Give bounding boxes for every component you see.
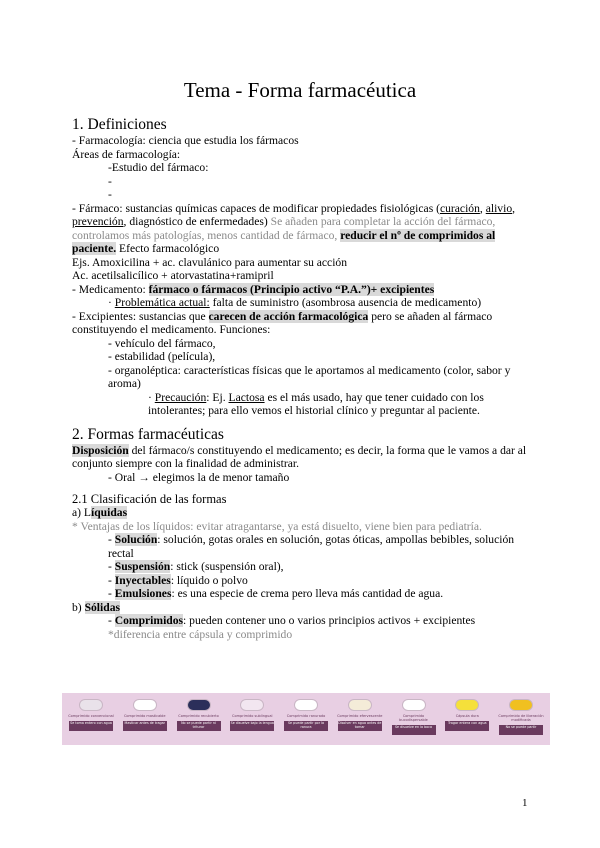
- tablet-type-item: [66, 693, 116, 745]
- text-run: : Ej.: [206, 390, 229, 404]
- tablet-type-item: [496, 693, 546, 745]
- tablet-type-description: Tragar entera con agua: [445, 721, 489, 731]
- tablet-type-label: Comprimido de liberación modificada: [498, 714, 544, 722]
- list-item: - estabilidad (película),: [108, 350, 216, 363]
- text-run: -: [108, 573, 115, 587]
- text-run: falta de suministro (asombrosa ausencia de medicamento): [209, 296, 482, 309]
- paragraph-problematica: [72, 296, 532, 310]
- list-item: -: [108, 174, 112, 188]
- tablet-type-item: [227, 693, 277, 745]
- tablet-type-description: Se disuelve en la boca: [392, 725, 436, 735]
- list-item-emulsiones: [72, 587, 532, 601]
- text-run: - Excipientes: sustancias que: [72, 309, 209, 323]
- paragraph: Áreas de farmacología:: [72, 147, 181, 161]
- category-heading-liquidas: [72, 506, 532, 520]
- tablet-type-item: [120, 693, 170, 745]
- tablet-type-description: Se disuelve bajo la lengua: [230, 721, 274, 731]
- text-run: , diagnóstico de enfermedades): [123, 215, 268, 228]
- underlined-term: Lactosa: [228, 390, 265, 404]
- paragraph-medicamento: [72, 283, 532, 297]
- tablet-icon: [509, 699, 533, 711]
- list-item-suspension: [72, 560, 532, 574]
- highlighted-text: Sólidas: [84, 600, 121, 614]
- text-run: ·: [148, 390, 155, 404]
- tablet-icon: [402, 699, 426, 711]
- text-run: : líquido o polvo: [170, 573, 248, 587]
- text-run: : solución, gotas orales en solución, gotas óticas, ampollas bebibles, solución rectal: [108, 533, 515, 560]
- tablet-type-description: Masticar antes de tragar: [123, 721, 167, 731]
- tablet-type-label: Comprimido efervescente: [337, 714, 383, 718]
- highlighted-text: Comprimidos: [114, 614, 184, 627]
- text-run: - Medicamento:: [72, 282, 149, 296]
- tablet-type-item: [389, 693, 439, 745]
- highlighted-text: fármaco o fármacos (Principio activo “P.A.”)+ excipientes: [148, 282, 435, 296]
- text-run: es el más usado, hay que tener cuidado con los intolerantes; para ello vemos el historial clínico y preguntar al paciente.: [148, 390, 484, 417]
- tablet-type-description: No se puede partir ni triturar: [177, 721, 221, 731]
- text-run: ·: [108, 296, 115, 309]
- highlighted-text: carecen de acción farmacológica: [208, 309, 369, 323]
- tablet-type-item: [281, 693, 331, 745]
- underlined-term: prevención: [72, 215, 124, 228]
- underlined-term: curación: [439, 201, 480, 215]
- text-run: pero se añaden al fármaco constituyendo el medicamento. Funciones:: [72, 309, 493, 336]
- tablet-type-label: Comprimido ranurado: [286, 714, 326, 718]
- text-run: del fármaco/s constituyendo el medicamento; es decir, la forma que le vamos a dar al conjunto siempre con la finalidad de administrar.: [72, 443, 527, 470]
- tablet-type-label: Comprimido sublingual: [232, 714, 273, 718]
- tablet-icon: [455, 699, 479, 711]
- text-run: -: [108, 614, 115, 627]
- section-heading-formas: 2. Formas farmacéuticas: [72, 425, 224, 443]
- grey-note: *diferencia entre cápsula y comprimido: [108, 627, 293, 641]
- list-item-inyectables: [72, 574, 532, 588]
- tablet-icon: [187, 699, 211, 711]
- paragraph-farmaco: [72, 202, 532, 256]
- section-heading-definiciones: 1. Definiciones: [72, 116, 167, 133]
- paragraph: Ejs. Amoxicilina + ac. clavulánico para aumentar su acción: [72, 255, 348, 269]
- text-run: -: [108, 587, 115, 600]
- document-body: [72, 116, 532, 641]
- tablet-icon: [79, 699, 103, 711]
- paragraph: - Farmacología: ciencia que estudia los fármacos: [72, 134, 299, 147]
- tablet-type-item: [442, 693, 492, 745]
- page-title: Tema - Forma farmacéutica: [183, 78, 417, 102]
- tablet-type-label: Comprimido bucodispersable: [399, 714, 428, 722]
- text-run: b): [72, 600, 85, 614]
- tablet-type-label: Comprimido recubierto: [178, 714, 219, 718]
- category-heading-solidas: [72, 601, 532, 615]
- text-run: : stick (suspensión oral),: [170, 560, 284, 573]
- text-run: -: [108, 560, 115, 573]
- tablet-type-label: Comprimido masticable: [123, 714, 166, 718]
- grey-note: Se añaden para completar la acción del fármaco, controlamos más patologías, menos cantidad de fármaco,: [72, 215, 496, 242]
- tablet-type-item: [174, 693, 224, 745]
- highlighted-text: Suspensión: [114, 560, 171, 573]
- tablet-icon: [348, 699, 372, 711]
- highlighted-text: Inyectables: [114, 573, 171, 587]
- text-run: ,: [479, 201, 483, 215]
- list-item: - organoléptica: características físicas que le aportamos al medicamento (color, sabor y aroma): [108, 363, 511, 390]
- paragraph: Ac. acetilsalicílico + atorvastatina+ramipril: [72, 269, 274, 282]
- tablet-type-description: Disolver en agua antes de tomar: [338, 721, 382, 729]
- highlighted-text: Solución: [114, 533, 158, 546]
- paragraph-precaucion: [72, 391, 532, 418]
- list-item: - vehículo del fármaco,: [108, 336, 216, 350]
- tablet-icon: [133, 699, 157, 711]
- underlined-term: Problemática actual:: [114, 296, 210, 309]
- tablet-types-image-strip: [62, 693, 550, 745]
- page-number: 1: [522, 797, 528, 809]
- list-item: -: [108, 188, 112, 201]
- tablet-type-description: Se toma entero con agua: [69, 721, 113, 731]
- text-run: : es una especie de crema pero lleva más cantidad de agua.: [171, 587, 444, 600]
- text-run: a) L: [72, 506, 91, 519]
- text-run: : pueden contener uno o varios principios activos + excipientes: [183, 614, 476, 627]
- tablet-icon: [294, 699, 318, 711]
- list-item-solucion: [72, 533, 532, 560]
- grey-note: * Ventajas de los líquidos: evitar atragantarse, ya está disuelto, viene bien para pediatría.: [72, 519, 482, 533]
- underlined-term: alivio: [485, 201, 513, 215]
- text-run: ,: [512, 201, 516, 215]
- tablet-type-label: Cápsula dura: [455, 714, 479, 718]
- highlighted-text: Emulsiones: [114, 587, 172, 600]
- highlighted-text: íquidas: [91, 506, 128, 519]
- underlined-term: Precaución: [154, 390, 207, 404]
- paragraph-disposicion: [72, 444, 532, 471]
- list-item: -Estudio del fármaco:: [108, 161, 209, 174]
- list-item-comprimidos: [72, 614, 532, 628]
- subsection-heading: 2.1 Clasificación de las formas: [72, 492, 227, 506]
- tablet-type-item: [335, 693, 385, 745]
- highlighted-text: reducir el nº de comprimidos al paciente.: [72, 228, 496, 255]
- tablet-type-label: Comprimido convencional: [68, 714, 114, 718]
- text-run: - Fármaco: sustancias químicas capaces de modificar propiedades fisiológicas (: [72, 201, 440, 215]
- tablet-type-description: Se puede partir por la ranura: [284, 721, 328, 731]
- tablet-type-description: No se puede partir: [499, 725, 543, 735]
- tablet-icon: [240, 699, 264, 711]
- paragraph-excipientes: [72, 310, 532, 337]
- text-run: -: [108, 533, 115, 546]
- list-item: - Oral → elegimos la de menor tamaño: [108, 470, 290, 484]
- text-run: Efecto farmacológico: [116, 242, 220, 255]
- highlighted-text: Disposición: [72, 443, 129, 457]
